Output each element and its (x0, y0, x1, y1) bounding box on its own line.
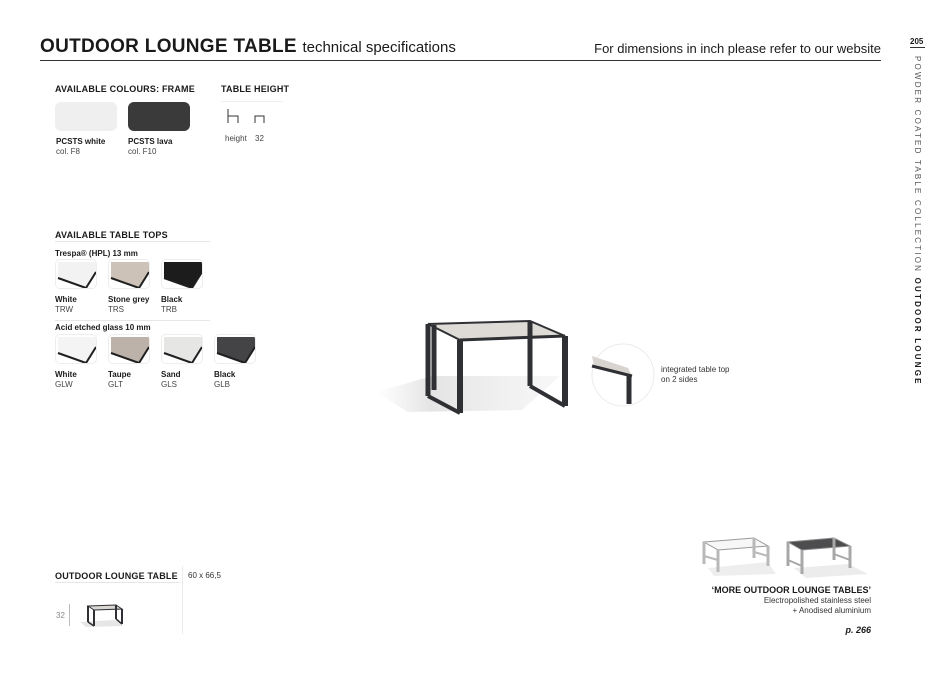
table-top-swatch (161, 334, 203, 364)
table-top-code: TRS (108, 305, 124, 314)
page-number-rule (910, 47, 925, 48)
table-top-name: Taupe (108, 370, 131, 379)
chair-icon (228, 109, 238, 123)
product-line-name: OUTDOOR LOUNGE (913, 277, 922, 386)
header-rule (40, 60, 881, 61)
table-top-swatch (55, 334, 97, 364)
collection-name: POWDER COATED TABLE COLLECTION (913, 56, 922, 274)
side-collection-label (908, 56, 922, 386)
product-row-thumbnail (74, 602, 128, 628)
table-top-swatch (214, 334, 256, 364)
height-label: height (225, 134, 247, 143)
table-top-code: TRW (55, 305, 74, 314)
more-tables-material-text: + Anodised aluminium (792, 606, 871, 615)
table-top-code: GLS (161, 380, 178, 389)
divider (55, 320, 210, 321)
table-height-heading: TABLE HEIGHT (221, 84, 290, 94)
glass-group-title: Acid etched glass 10 mm (55, 323, 151, 332)
table-top-code: GLB (214, 380, 231, 389)
page-number: 205 (910, 37, 924, 46)
table-top-detail-image (590, 342, 656, 408)
frame-swatch-white (55, 102, 117, 131)
table-top-name: White (55, 295, 77, 304)
table-top-swatch (161, 259, 203, 289)
table-top-code: GLT (108, 380, 123, 389)
table-top-code: TRB (161, 305, 177, 314)
product-row-size: 60 x 66,5 (188, 571, 221, 580)
table-top-swatch (55, 259, 97, 289)
lounge-table-image (372, 312, 584, 424)
table-top-name: Sand (161, 370, 181, 379)
table-top-name: Stone grey (108, 295, 150, 304)
more-tables-title: ‘MORE OUTDOOR LOUNGE TABLES’ (711, 585, 871, 595)
more-tables-image (698, 532, 876, 578)
height-icons (224, 106, 272, 128)
divider (221, 101, 283, 102)
frame-colours-heading: AVAILABLE COLOURS: FRAME (55, 84, 195, 94)
product-row-height: 32 (56, 611, 65, 620)
trespa-group-title: Trespa® (HPL) 13 mm (55, 249, 138, 258)
divider (55, 582, 180, 583)
detail-note (661, 365, 730, 385)
frame-swatch-code: col. F8 (56, 147, 81, 156)
table-tops-heading: AVAILABLE TABLE TOPS (55, 230, 168, 240)
frame-swatch-name: PCSTS lava (128, 137, 173, 146)
frame-swatch-name: PCSTS white (56, 137, 106, 146)
more-tables-material: Electropolished stainless steel (763, 596, 871, 605)
table-icon (255, 116, 264, 123)
table-top-name: Black (214, 370, 236, 379)
height-value: 32 (255, 134, 264, 143)
column-divider (182, 566, 183, 634)
divider (55, 241, 210, 242)
page-title (40, 36, 456, 58)
page-reference-link[interactable]: p. 266 (845, 625, 871, 635)
detail-note-line: integrated table top (661, 365, 730, 374)
frame-swatch-code: col. F10 (128, 147, 157, 156)
frame-swatch-lava (128, 102, 190, 131)
table-top-name: White (55, 370, 77, 379)
product-row-name: OUTDOOR LOUNGE TABLE (55, 571, 178, 581)
table-top-code: GLW (55, 380, 73, 389)
title-text: OUTDOOR LOUNGE TABLE (40, 36, 297, 57)
detail-note-line: on 2 sides (661, 375, 698, 384)
table-top-swatch (108, 334, 150, 364)
more-tables-material (793, 606, 872, 615)
title-subtitle: technical specifications (302, 39, 456, 56)
height-marker (69, 604, 70, 626)
table-top-swatch (108, 259, 150, 289)
table-top-name: Black (161, 295, 183, 304)
dimensions-note: For dimensions in inch please refer to our website (594, 41, 881, 56)
